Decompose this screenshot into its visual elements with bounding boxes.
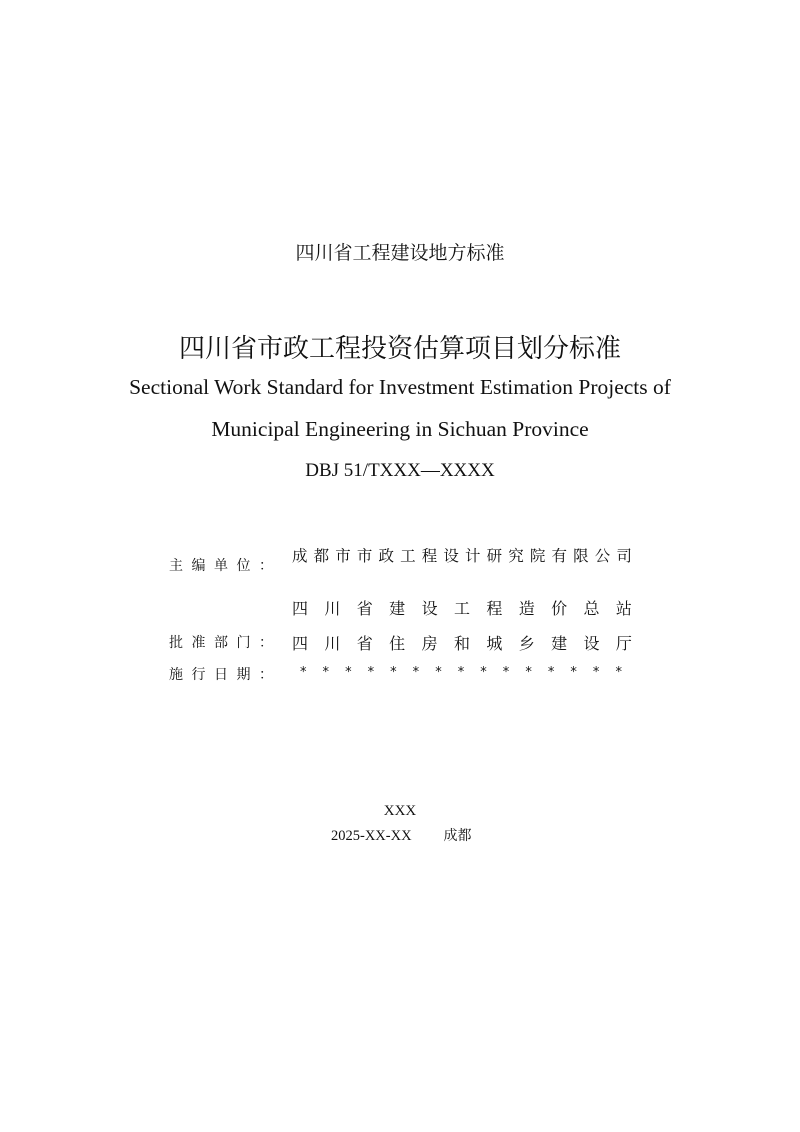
character: 城	[486, 634, 503, 653]
editor-label	[169, 555, 273, 575]
character: 省	[356, 634, 373, 653]
character: *	[367, 665, 375, 680]
publication-date: 2025-XX-XX	[331, 828, 412, 844]
editor-unit-secondary	[292, 596, 632, 619]
character: *	[480, 665, 487, 680]
character: 程	[486, 599, 503, 618]
character: 施	[169, 667, 183, 683]
character: *	[412, 665, 420, 680]
character: 乡	[518, 634, 535, 653]
character: 川	[324, 599, 341, 618]
publisher-name: XXX	[383, 803, 417, 819]
character: 主	[169, 558, 183, 574]
character: 批	[169, 635, 183, 651]
approver-value	[292, 631, 632, 654]
character: 和	[453, 634, 470, 653]
character: 研	[486, 547, 503, 565]
effective-date-value	[300, 665, 622, 680]
character: 总	[583, 599, 600, 618]
character: 建	[389, 599, 406, 618]
english-title-line-1: Sectional Work Standard for Investment Estimation Projects of	[129, 375, 671, 399]
character: *	[547, 665, 555, 680]
character: 设	[443, 547, 459, 565]
character: 四	[292, 599, 309, 618]
character: 部	[214, 635, 228, 651]
english-title-line-2: Municipal Engineering in Sichuan Province	[211, 417, 589, 441]
character: 站	[615, 599, 632, 618]
character: *	[570, 665, 577, 680]
character: 设	[421, 599, 438, 618]
character: ：	[259, 667, 273, 683]
character: 厅	[615, 634, 632, 653]
character: 川	[324, 634, 341, 653]
character: 设	[583, 634, 600, 653]
character: 有	[551, 547, 568, 565]
character: *	[322, 665, 330, 680]
publication-city: 成都	[443, 828, 472, 844]
character: *	[592, 665, 600, 680]
character: 建	[551, 634, 568, 653]
character: 四	[292, 634, 309, 653]
character: 院	[529, 547, 546, 565]
character: *	[300, 665, 307, 680]
character: *	[345, 665, 352, 680]
character: 门	[236, 635, 251, 651]
approver-label	[169, 632, 273, 652]
character: 造	[518, 599, 535, 618]
character: 省	[356, 599, 373, 618]
character: 究	[508, 547, 524, 565]
character: 编	[191, 558, 206, 574]
character: ：	[259, 558, 273, 574]
character: *	[615, 665, 622, 680]
character: 限	[573, 547, 589, 565]
effective-date-label	[169, 664, 273, 684]
character: 政	[378, 547, 395, 565]
character: 程	[421, 547, 438, 565]
character: ：	[259, 635, 273, 651]
character: *	[390, 665, 397, 680]
character: *	[457, 665, 465, 680]
character: 司	[616, 547, 632, 565]
character: 行	[191, 667, 206, 683]
character: 都	[313, 547, 330, 565]
character: 工	[400, 547, 416, 565]
standard-series-title: 四川省工程建设地方标准	[295, 242, 505, 264]
character: 日	[214, 667, 228, 683]
character: *	[502, 665, 510, 680]
character: 市	[356, 547, 373, 565]
character: 单	[214, 558, 228, 574]
character: 期	[236, 667, 251, 683]
character: 房	[421, 634, 438, 653]
publication-line	[331, 825, 472, 845]
character: 住	[389, 634, 406, 653]
editor-unit-primary	[292, 544, 632, 566]
character: 计	[465, 547, 481, 565]
character: 公	[594, 547, 611, 565]
character: 位	[236, 558, 251, 574]
character: *	[525, 665, 532, 680]
character: 工	[453, 599, 470, 618]
character: 价	[551, 599, 568, 618]
chinese-title: 四川省市政工程投资估算项目划分标准	[178, 334, 621, 364]
character: *	[435, 665, 442, 680]
character: 准	[191, 635, 206, 651]
character: 市	[335, 547, 351, 565]
standard-code: DBJ 51/TXXX—XXXX	[305, 460, 495, 481]
character: 成	[292, 547, 308, 565]
